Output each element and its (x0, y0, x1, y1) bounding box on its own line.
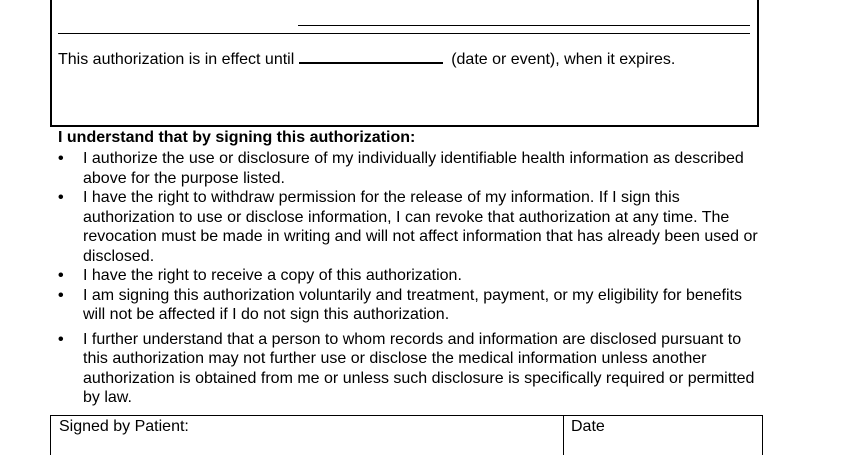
list-item-text: I have the right to receive a copy of this authorization. (83, 267, 462, 284)
list-item (58, 330, 758, 408)
list-item (58, 149, 758, 188)
list-item-text: I further understand that a person to whom records and information are disclosed pursuant to this authorization may not further use or disclose the medical information unless another authorization is obtained from me or unless such disclosure is specifically required or permitted by law. (83, 330, 755, 406)
list-item (58, 188, 758, 266)
bullet-icon: • (58, 330, 64, 348)
expiration-date-field[interactable] (299, 47, 443, 64)
bullet-icon: • (58, 150, 64, 167)
signature-table (50, 415, 763, 455)
bullet-icon: • (58, 267, 64, 284)
expiration-prefix: This authorization is in effect until (58, 51, 295, 68)
signature-divider (563, 416, 564, 455)
bullet-icon: • (58, 286, 64, 304)
patient-signature-label: Signed by Patient: (59, 418, 189, 435)
acknowledgement-title: I understand that by signing this authorization: (58, 129, 416, 146)
blank-line-field[interactable] (58, 33, 750, 34)
list-item-text: I am signing this authorization voluntarily and treatment, payment, or my eligibility for benefits will not be affected if I do not sign this authorization. (83, 286, 742, 323)
expiration-suffix: (date or event), when it expires. (451, 51, 676, 68)
list-item-text: I authorize the use or disclosure of my individually identifiable health information as described above for the purpose listed. (83, 150, 744, 187)
top-blank-field[interactable] (298, 25, 750, 26)
bullet-icon: • (58, 189, 64, 206)
list-item (58, 286, 758, 325)
expiration-statement (58, 47, 675, 69)
list-item-text: I have the right to withdraw permission for the release of my information. If I sign this authorization to use or disclose information, I can revoke that authorization at any time. The revocation must be made in writing and will not affect information that has already been used or disclosed. (83, 189, 758, 265)
acknowledgement-list (58, 149, 758, 408)
list-item (58, 266, 758, 286)
date-label: Date (571, 418, 605, 435)
